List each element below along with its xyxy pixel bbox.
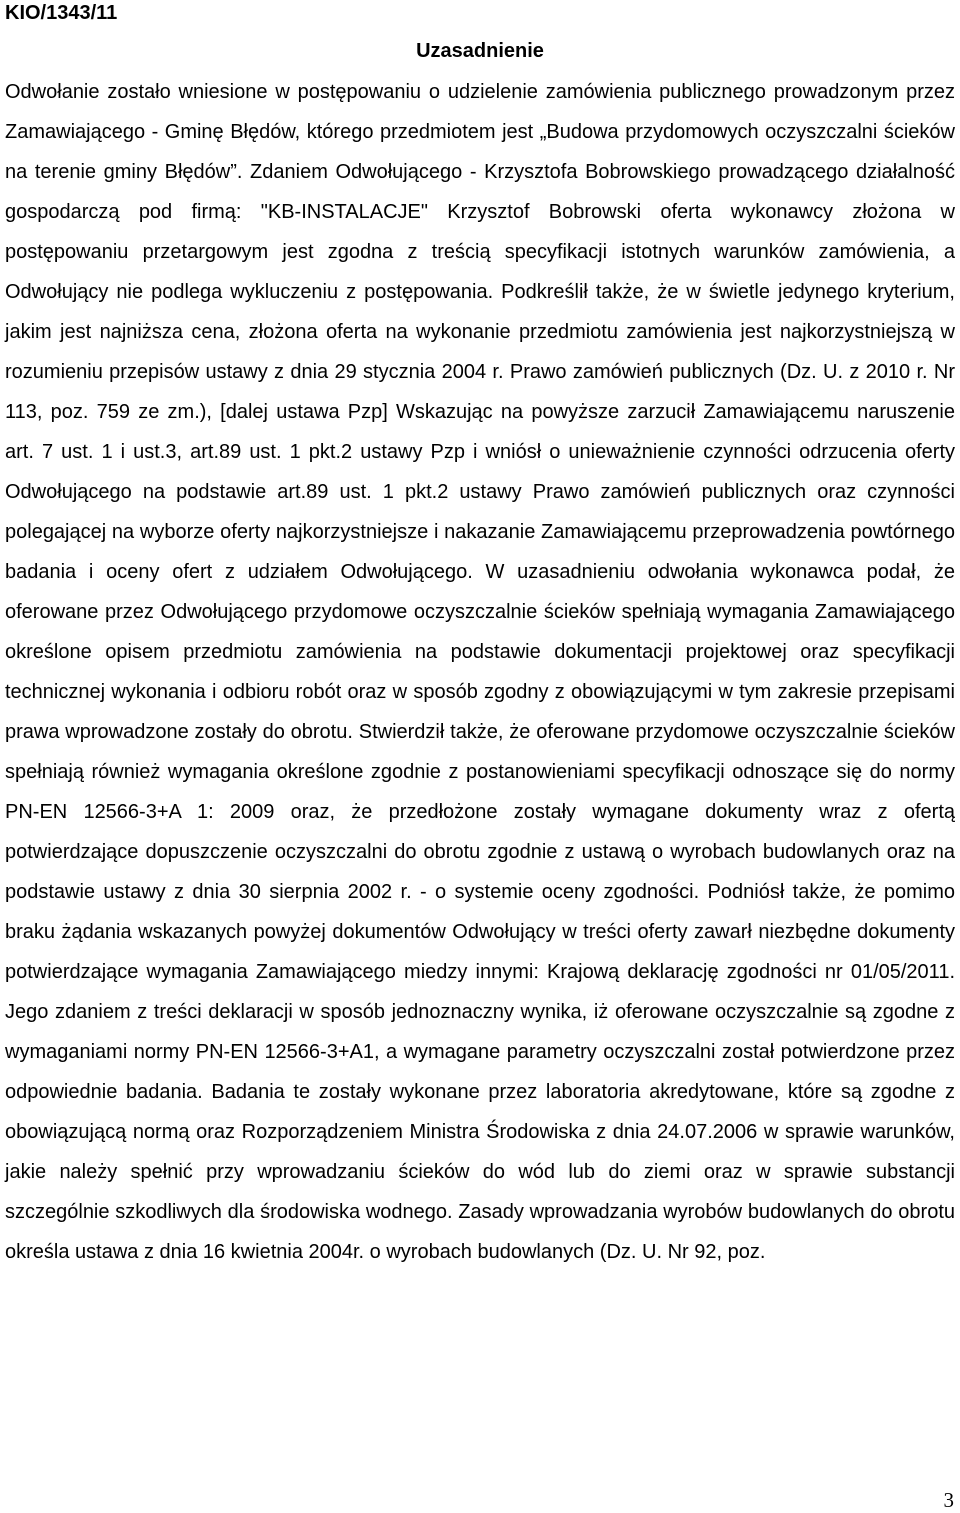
case-number: KIO/1343/11 <box>5 2 118 24</box>
section-heading: Uzasadnienie <box>416 40 544 62</box>
body-paragraph: Odwołanie zostało wniesione w postępowaniu o udzielenie zamówienia publicznego prowadzonym przez Zamawiającego - Gminę Błędów, którego przedmiotem jest „Budowa przydomowych oczyszczalni ścieków na terenie gminy Błędów”. Zdaniem Odwołującego - Krzysztofa Bobrowskiego prowadzącego działalność gospodarczą pod firmą: "KB-INSTALACJE" Krzysztof Bobrowski oferta wykonawcy złożona w postępowaniu przetargowym jest zgodna z treścią specyfikacji istotnych warunków zamówienia, a Odwołujący nie podlega wykluczeniu z postępowania. Podkreślił także, że w świetle jedynego kryterium, jakim jest najniższa cena, złożona oferta na wykonanie przedmiotu zamówienia jest najkorzystniejszą w rozumieniu przepisów ustawy z dnia 29 stycznia 2004 r. Prawo zamówień publicznych (Dz. U. z 2010 r. Nr 113, poz. 759 ze zm.), [dalej ustawa Pzp] Wskazując na powyższe zarzucił Zamawiającemu naruszenie art. 7 ust. 1 i ust.3, art.89 ust. 1 pkt.2 ustawy Pzp i wniósł o unieważnienie czynności odrzucenia oferty Odwołującego na podstawie art.89 ust. 1 pkt.2 ustawy Prawo zamówień publicznych oraz czynności polegającej na wyborze oferty najkorzystniejsze i nakazanie Zamawiającemu przeprowadzenia powtórnego badania i oceny ofert z udziałem Odwołującego. W uzasadnieniu odwołania wykonawca podał, że oferowane przez Odwołującego przydomowe oczyszczalnie ścieków spełniają wymagania Zamawiającego określone opisem przedmiotu zamówienia na podstawie dokumentacji projektowej oraz specyfikacji technicznej wykonania i odbioru robót oraz w sposób zgodny z obowiązującymi w tym zakresie przepisami prawa wprowadzone zostały do obrotu. Stwierdził także, że oferowane przydomowe oczyszczalnie ścieków spełniają również wymagania określone zgodnie z postanowieniami specyfikacji odnoszące się do normy PN-EN 12566-3+A 1: 2009 oraz, że przedłożone zostały wymagane dokumenty wraz z ofertą potwierdzające dopuszczenie oczyszczalni do obrotu zgodnie z ustawą o wyrobach budowlanych oraz na podstawie ustawy z dnia 30 sierpnia 2002 r. - o systemie oceny zgodności. Podniósł także, że pomimo braku żądania wskazanych powyżej dokumentów Odwołujący w treści oferty zawarł niezbędne dokumenty potwierdzające wymagania Zamawiającego miedzy innymi: Krajową deklarację zgodności nr 01/05/2011. Jego zdaniem z treści deklaracji w sposób jednoznaczny wynika, iż oferowane oczyszczalnie są zgodne z wymaganiami normy PN-EN 12566-3+A1, a wymagane parametry oczyszczalni został potwierdzone przez odpowiednie badania. Badania te zostały wykonane przez laboratoria akredytowane, które są zgodne z obowiązującą normą oraz Rozporządzeniem Ministra Środowiska z dnia 24.07.2006 w sprawie warunków, jakie należy spełnić przy wprowadzaniu ścieków do wód lub do ziemi oraz w sprawie substancji szczególnie szkodliwych dla środowiska wodnego. Zasady wprowadzania wyrobów budowlanych do obrotu określa ustawa z dnia 16 kwietnia 2004r. o wyrobach budowlanych (Dz. U. Nr 92, poz. <box>5 81 955 1263</box>
page-number: 3 <box>943 1488 954 1512</box>
